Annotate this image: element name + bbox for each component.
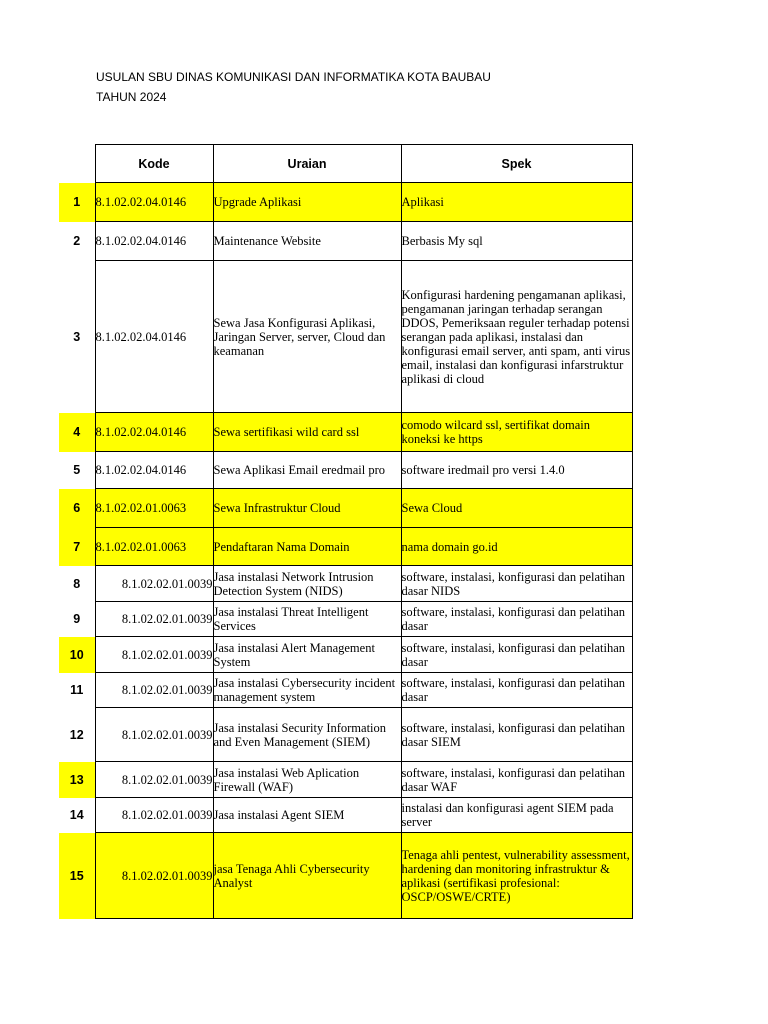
document-year: TAHUN 2024 (96, 90, 167, 104)
row-number: 10 (59, 637, 95, 673)
table-row (59, 489, 632, 528)
header-no-blank (59, 145, 95, 183)
row-number: 8 (73, 576, 81, 591)
document-title: USULAN SBU DINAS KOMUNIKASI DAN INFORMATIKA KOTA BAUBAU (96, 70, 491, 84)
row-number: 7 (59, 528, 95, 566)
row-spek: Berbasis My sql (401, 222, 632, 261)
row-spek: software, instalasi, konfigurasi dan pelatihan dasar WAF (401, 762, 632, 798)
table-row (59, 602, 632, 637)
row-spek: Sewa Cloud (401, 489, 632, 528)
row-kode: 8.1.02.02.01.0039 (95, 762, 213, 798)
row-kode: 8.1.02.02.01.0063 (95, 489, 213, 528)
row-number: 5 (73, 463, 81, 477)
row-kode: 8.1.02.02.04.0146 (95, 452, 213, 489)
row-spek: Aplikasi (401, 183, 632, 222)
row-number: 11 (70, 683, 84, 697)
row-spek: Konfigurasi hardening pengamanan aplikasi, pengamanan jaringan terhadap serangan DDOS, Pemeriksaan reguler terhadap potensi serangan pada aplikasi, instalasi dan konfigurasi email server, anti spam, anti virus email, instalasi dan konfigurasi infarstruktur aplikasi di cloud (401, 261, 632, 413)
row-number: 6 (59, 489, 95, 528)
table-row (59, 183, 632, 222)
row-kode: 8.1.02.02.01.0039 (95, 673, 213, 708)
row-uraian: jasa Tenaga Ahli Cybersecurity Analyst (213, 833, 401, 919)
row-uraian: Sewa Infrastruktur Cloud (213, 489, 401, 528)
row-uraian: Jasa instalasi Agent SIEM (213, 798, 401, 833)
row-uraian: Pendaftaran Nama Domain (213, 528, 401, 566)
row-spek: comodo wilcard ssl, sertifikat domain koneksi ke https (401, 413, 632, 452)
header-spek: Spek (401, 145, 632, 183)
row-uraian: Sewa sertifikasi wild card ssl (213, 413, 401, 452)
row-number: 15 (59, 833, 95, 919)
row-uraian: Sewa Aplikasi Email eredmail pro (213, 452, 401, 489)
row-uraian: Jasa instalasi Threat Intelligent Services (213, 602, 401, 637)
sbu-table (59, 144, 633, 919)
row-uraian: Upgrade Aplikasi (213, 183, 401, 222)
row-uraian: Sewa Jasa Konfigurasi Aplikasi, Jaringan Server, server, Cloud dan keamanan (213, 261, 401, 413)
header-kode: Kode (95, 145, 213, 183)
row-number: 3 (73, 329, 81, 344)
row-spek: software, instalasi, konfigurasi dan pelatihan dasar NIDS (401, 566, 632, 602)
row-kode: 8.1.02.02.01.0039 (95, 798, 213, 833)
table-row (59, 798, 632, 833)
row-number: 2 (73, 234, 81, 248)
table-row (59, 222, 632, 261)
row-number: 14 (69, 808, 84, 822)
row-kode: 8.1.02.02.01.0063 (95, 528, 213, 566)
table-row (59, 673, 632, 708)
row-number: 12 (69, 727, 84, 742)
row-kode: 8.1.02.02.01.0039 (95, 708, 213, 762)
table-row (59, 261, 632, 413)
row-kode: 8.1.02.02.04.0146 (95, 261, 213, 413)
table-row (59, 528, 632, 566)
row-uraian: Jasa instalasi Cybersecurity incident management system (213, 673, 401, 708)
table-row (59, 452, 632, 489)
row-spek: software, instalasi, konfigurasi dan pelatihan dasar (401, 602, 632, 637)
table-row (59, 762, 632, 798)
row-kode: 8.1.02.02.04.0146 (95, 413, 213, 452)
row-kode: 8.1.02.02.04.0146 (95, 183, 213, 222)
row-uraian: Maintenance Website (213, 222, 401, 261)
row-spek: software iredmail pro versi 1.4.0 (401, 452, 632, 489)
row-number: 13 (59, 762, 95, 798)
row-spek: software, instalasi, konfigurasi dan pelatihan dasar (401, 673, 632, 708)
row-number: 1 (59, 183, 95, 222)
row-kode: 8.1.02.02.04.0146 (95, 222, 213, 261)
row-spek: software, instalasi, konfigurasi dan pelatihan dasar SIEM (401, 708, 632, 762)
table-row (59, 833, 632, 919)
row-spek: Tenaga ahli pentest, vulnerability assessment, hardening dan monitoring infrastruktur & aplikasi (sertifikasi profesional: OSCP/OSWE/CRTE) (401, 833, 632, 919)
row-spek: nama domain go.id (401, 528, 632, 566)
row-spek: instalasi dan konfigurasi agent SIEM pada server (401, 798, 632, 833)
row-uraian: Jasa instalasi Alert Management System (213, 637, 401, 673)
row-number: 4 (59, 413, 95, 452)
row-kode: 8.1.02.02.01.0039 (95, 566, 213, 602)
row-number: 9 (73, 612, 81, 626)
row-kode: 8.1.02.02.01.0039 (95, 602, 213, 637)
row-kode: 8.1.02.02.01.0039 (95, 833, 213, 919)
row-uraian: Jasa instalasi Web Aplication Firewall (WAF) (213, 762, 401, 798)
table-row (59, 413, 632, 452)
table-row (59, 637, 632, 673)
row-uraian: Jasa instalasi Security Information and Even Management (SIEM) (213, 708, 401, 762)
table-row (59, 708, 632, 762)
row-spek: software, instalasi, konfigurasi dan pelatihan dasar (401, 637, 632, 673)
table-row (59, 566, 632, 602)
row-uraian: Jasa instalasi Network Intrusion Detection System (NIDS) (213, 566, 401, 602)
row-kode: 8.1.02.02.01.0039 (95, 637, 213, 673)
header-uraian: Uraian (213, 145, 401, 183)
